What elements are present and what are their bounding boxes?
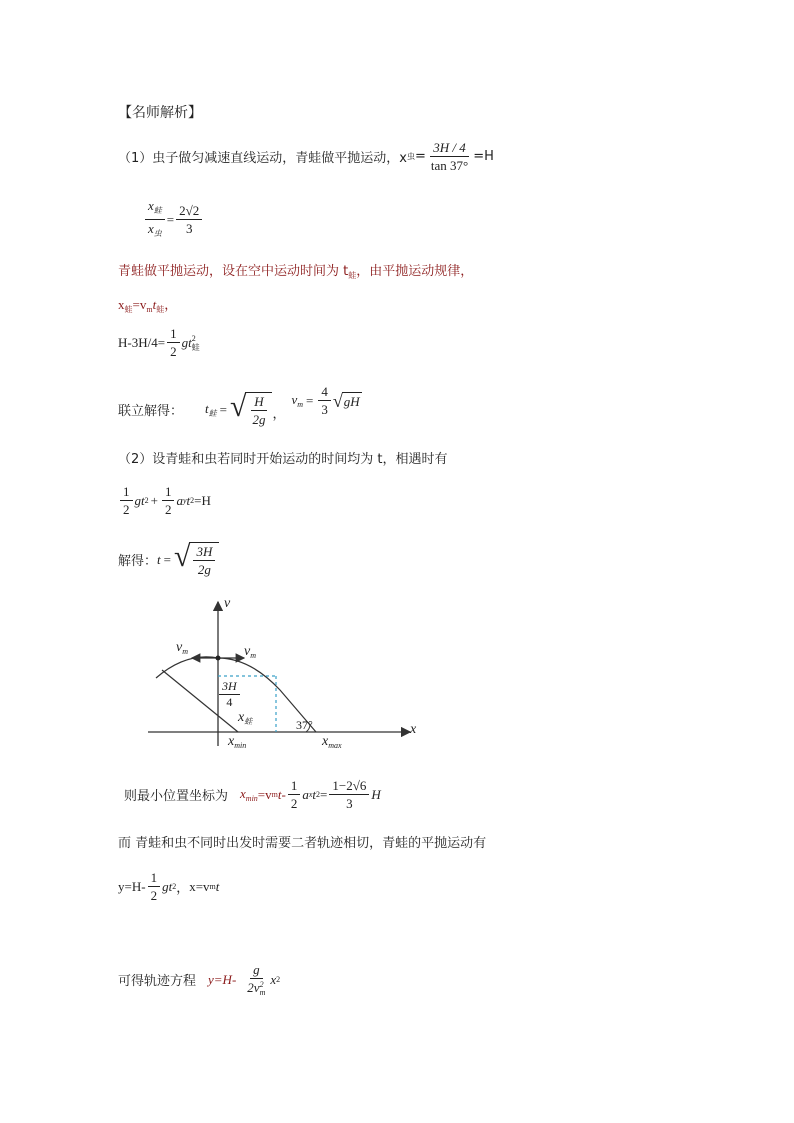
- a-var: a: [302, 786, 309, 802]
- ratio-fraction: [145, 198, 165, 241]
- sub-label: m: [259, 988, 266, 998]
- fraction-denominator: tan 37°: [430, 158, 469, 173]
- x-var: x: [148, 198, 154, 213]
- x-var: x: [238, 710, 245, 725]
- fraction-denominator: 2: [123, 502, 130, 517]
- x-var: x: [240, 786, 246, 801]
- h-var: H: [371, 786, 381, 802]
- sub-label: m: [250, 651, 256, 660]
- half-fraction: [167, 326, 180, 359]
- t-var: t: [157, 551, 161, 567]
- text: ，由平抛运动规律，: [356, 264, 474, 279]
- superscript: 2: [191, 333, 196, 343]
- sqrt-h-2g: [230, 392, 272, 427]
- ratio-equation: [143, 198, 204, 241]
- label: 可得轨迹方程: [118, 974, 197, 989]
- sub-label: max: [328, 741, 342, 750]
- gt-var: gt: [181, 334, 192, 350]
- sub-label: 蛙: [153, 206, 162, 215]
- radical-icon: √: [229, 390, 247, 423]
- fraction-denominator: 3: [321, 402, 328, 417]
- radicand: gH: [343, 393, 360, 409]
- x-frog-label: [238, 710, 252, 727]
- superscript: 2: [259, 980, 264, 990]
- t-var: t: [312, 786, 317, 802]
- fraction-denominator: 2g: [197, 562, 211, 577]
- part1-intro: （1）虫子做匀减速直线运动，青蛙做平抛运动，x: [118, 151, 407, 166]
- superscript: 2: [144, 496, 149, 505]
- y-expr: y=H-: [118, 878, 146, 894]
- figure-svg: [148, 596, 428, 756]
- sub-label: m: [182, 647, 188, 656]
- gt-var: gt: [162, 878, 173, 894]
- sub-label: 蛙: [191, 342, 200, 352]
- 3h4-label: [219, 680, 240, 709]
- t-var: t: [186, 492, 191, 508]
- sqrt-gh: [333, 392, 362, 410]
- fraction-numerator: 1: [162, 484, 175, 501]
- origin-point: [216, 656, 221, 661]
- fraction-numerator: g: [250, 962, 263, 979]
- x-var: x: [118, 297, 125, 312]
- sub-label: y: [182, 496, 187, 505]
- text: 青蛙做平抛运动，设在空中运动时间为 t: [118, 264, 349, 279]
- trajectory-equation: [118, 962, 280, 997]
- part2-intro: （2）设青蛙和虫若同时开始运动的时间均为 t，相遇时有: [118, 452, 448, 467]
- text: =v: [132, 297, 147, 312]
- sub-label: 蛙: [156, 305, 165, 314]
- t-var: t: [215, 878, 220, 894]
- superscript: 2: [276, 975, 281, 984]
- text: =v: [257, 786, 272, 802]
- superscript: 2: [172, 882, 177, 891]
- label: 联立解得：: [118, 404, 184, 419]
- plus-sign: +: [150, 492, 158, 508]
- x-expr: x=v: [189, 878, 210, 894]
- sub-label: 蛙: [124, 305, 133, 314]
- fraction-numerator: H: [251, 394, 266, 411]
- a-var: a: [176, 492, 183, 508]
- t-var: t: [152, 297, 157, 312]
- x-frog-equation: [118, 294, 177, 315]
- v-var: v: [291, 392, 298, 407]
- radical-icon: √: [332, 390, 343, 411]
- text: ，: [164, 297, 178, 312]
- fraction-numerator: 1−2√6: [329, 778, 369, 795]
- sub-label: x: [308, 790, 313, 799]
- equation-tail: =H: [194, 492, 211, 508]
- sub-label: 蛙: [244, 717, 253, 726]
- ratio-rhs: [176, 203, 202, 236]
- denominator: 2v: [247, 980, 260, 995]
- v-axis-label: v: [224, 596, 231, 611]
- solve2-equation: [118, 542, 219, 577]
- fraction-denominator: 3: [346, 796, 353, 811]
- trajectory-figure: [148, 596, 428, 756]
- vm-right-label: [244, 644, 256, 660]
- sub-label: m: [297, 400, 304, 409]
- fraction-denominator: 2g: [252, 412, 266, 427]
- sub-label: m: [271, 790, 278, 799]
- fraction-numerator: 3H / 4: [430, 140, 469, 157]
- x-var: x: [228, 734, 235, 749]
- lhs: H-3H/4=: [118, 334, 166, 350]
- sqrt-3h-2g: [174, 542, 219, 577]
- x-axis-label: x: [410, 722, 417, 737]
- fraction-denominator: 2: [290, 796, 298, 811]
- t-var: t: [205, 400, 209, 416]
- xmin-equation: [124, 778, 381, 811]
- label: 则最小位置坐标为: [124, 789, 229, 804]
- sub-label: 虫: [406, 152, 415, 161]
- y-expr: y=H-: [208, 971, 237, 987]
- angle-label: 37°: [296, 718, 313, 732]
- fraction-numerator: 3H: [193, 544, 215, 561]
- xmin-label: [228, 734, 246, 750]
- comma: ，: [176, 880, 190, 895]
- fraction-denominator: 2: [150, 888, 158, 903]
- fraction-numerator: 3H: [219, 680, 240, 695]
- sub-label: min: [234, 741, 247, 750]
- xmax-label: [322, 734, 342, 750]
- comma: ，: [272, 406, 286, 421]
- height-equation: [118, 326, 200, 359]
- equals-sign: =: [166, 211, 175, 227]
- fraction-numerator: 1: [148, 870, 161, 887]
- x-var: x: [322, 734, 329, 749]
- solve1-equation: [118, 378, 362, 427]
- fraction-numerator: 1: [288, 778, 301, 795]
- superscript: 2: [190, 496, 195, 505]
- label: 解得：: [118, 554, 158, 569]
- equals-sign: =: [320, 786, 328, 802]
- fraction-denominator: 3: [185, 221, 193, 236]
- sub-label: 蛙: [348, 271, 357, 280]
- x-var: x: [270, 971, 277, 987]
- sub-label: m: [209, 882, 216, 891]
- fraction-3h4-tan37: [428, 140, 471, 173]
- sub-label: min: [245, 794, 258, 803]
- part1-line: [118, 140, 494, 173]
- sub-label: 蛙: [208, 408, 217, 418]
- sub-label: 虫: [153, 229, 162, 238]
- fraction-denominator: 2: [170, 344, 177, 359]
- frog-motion-text: [118, 260, 473, 281]
- fraction-numerator: 1: [167, 326, 180, 343]
- gt-var: gt: [134, 492, 145, 508]
- fraction-denominator: 4: [226, 695, 233, 709]
- fraction-numerator: 1: [120, 484, 133, 501]
- param-equation: [118, 870, 219, 903]
- tangent-text: 而 青蛙和虫不同时出发时需要二者轨迹相切，青蛙的平抛运动有: [118, 836, 487, 851]
- section-heading: 【名师解析】: [118, 105, 202, 121]
- sub-label: m: [146, 305, 153, 314]
- meet-equation: [118, 484, 211, 517]
- equals-sign: =: [163, 551, 171, 567]
- superscript: 2: [316, 790, 321, 799]
- radical-icon: √: [173, 540, 191, 573]
- fraction-denominator: 2: [164, 502, 172, 517]
- equation-tail: =H: [473, 149, 494, 164]
- fraction-numerator: 4: [318, 384, 331, 401]
- vm-left-label: [176, 640, 188, 656]
- v-var: v: [244, 644, 251, 659]
- equals-sign: =: [219, 401, 227, 417]
- equals-sign: =: [306, 392, 314, 408]
- fraction-numerator: 2√2: [176, 203, 202, 220]
- v-var: v: [176, 640, 183, 655]
- x-var: x: [148, 221, 154, 236]
- equals-sign: =: [414, 149, 426, 164]
- t-var: t-: [277, 786, 286, 802]
